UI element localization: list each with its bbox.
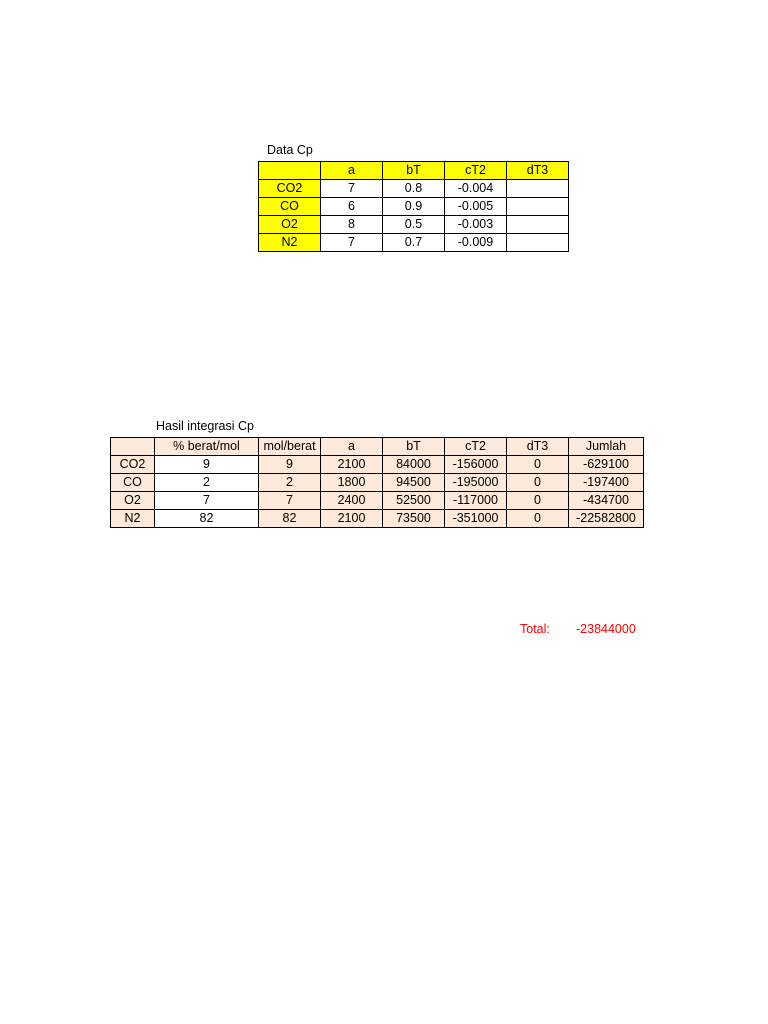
header-cell-mol-berat[interactable]: mol/berat [259,438,321,456]
table-header-row [111,438,644,456]
header-cell-blank[interactable] [259,162,321,180]
table-row [111,474,644,492]
header-cell-dt3[interactable]: dT3 [507,438,569,456]
cell-bt[interactable]: 52500 [383,492,445,510]
cell-dt3[interactable] [507,216,569,234]
cell-a[interactable]: 2100 [321,456,383,474]
cell-jumlah[interactable]: -629100 [569,456,644,474]
cell-jumlah[interactable]: -434700 [569,492,644,510]
header-cell-pct-berat-mol[interactable]: % berat/mol [155,438,259,456]
cell-a[interactable]: 7 [321,234,383,252]
cell-pct-berat-mol[interactable]: 82 [155,510,259,528]
cell-ct2[interactable]: -0.004 [445,180,507,198]
cell-a[interactable]: 8 [321,216,383,234]
table-row [259,216,569,234]
cell-bt[interactable]: 0.7 [383,234,445,252]
species-cell[interactable]: CO [111,474,155,492]
table-row [111,492,644,510]
cell-ct2[interactable]: -117000 [445,492,507,510]
cell-a[interactable]: 6 [321,198,383,216]
cell-mol-berat[interactable]: 7 [259,492,321,510]
cell-a[interactable]: 2400 [321,492,383,510]
cell-ct2[interactable]: -156000 [445,456,507,474]
cell-mol-berat[interactable]: 2 [259,474,321,492]
cell-a[interactable]: 1800 [321,474,383,492]
species-cell[interactable]: CO2 [111,456,155,474]
header-cell-a[interactable]: a [321,438,383,456]
cell-bt[interactable]: 84000 [383,456,445,474]
cell-dt3[interactable]: 0 [507,510,569,528]
header-cell-bt[interactable]: bT [383,162,445,180]
table-row [259,198,569,216]
cp-data-table [258,161,569,252]
header-cell-blank[interactable] [111,438,155,456]
cell-dt3[interactable]: 0 [507,474,569,492]
cell-jumlah[interactable]: -197400 [569,474,644,492]
cell-ct2[interactable]: -351000 [445,510,507,528]
cell-dt3[interactable] [507,198,569,216]
species-cell[interactable]: CO2 [259,180,321,198]
cell-ct2[interactable]: -195000 [445,474,507,492]
table-row [111,456,644,474]
header-cell-bt[interactable]: bT [383,438,445,456]
cell-a[interactable]: 2100 [321,510,383,528]
species-cell[interactable]: CO [259,198,321,216]
cell-bt[interactable]: 0.5 [383,216,445,234]
header-cell-ct2[interactable]: cT2 [445,438,507,456]
cell-pct-berat-mol[interactable]: 7 [155,492,259,510]
cell-jumlah[interactable]: -22582800 [569,510,644,528]
integration-table-title: Hasil integrasi Cp [156,419,254,433]
cell-mol-berat[interactable]: 9 [259,456,321,474]
total-label: Total: [520,622,550,636]
species-cell[interactable]: O2 [259,216,321,234]
table-row [259,234,569,252]
cell-a[interactable]: 7 [321,180,383,198]
integration-result-table [110,437,644,528]
cell-mol-berat[interactable]: 82 [259,510,321,528]
cell-bt[interactable]: 73500 [383,510,445,528]
species-cell[interactable]: O2 [111,492,155,510]
cell-dt3[interactable] [507,234,569,252]
cell-bt[interactable]: 94500 [383,474,445,492]
cp-table-title: Data Cp [267,143,313,157]
table-row [259,180,569,198]
table-header-row [259,162,569,180]
cell-ct2[interactable]: -0.005 [445,198,507,216]
cell-pct-berat-mol[interactable]: 2 [155,474,259,492]
cell-dt3[interactable]: 0 [507,456,569,474]
total-value[interactable]: -23844000 [576,622,636,636]
species-cell[interactable]: N2 [259,234,321,252]
header-cell-a[interactable]: a [321,162,383,180]
cell-bt[interactable]: 0.8 [383,180,445,198]
table-row [111,510,644,528]
cell-dt3[interactable]: 0 [507,492,569,510]
cell-pct-berat-mol[interactable]: 9 [155,456,259,474]
header-cell-ct2[interactable]: cT2 [445,162,507,180]
cell-ct2[interactable]: -0.003 [445,216,507,234]
species-cell[interactable]: N2 [111,510,155,528]
header-cell-jumlah[interactable]: Jumlah [569,438,644,456]
cell-ct2[interactable]: -0.009 [445,234,507,252]
cell-dt3[interactable] [507,180,569,198]
cell-bt[interactable]: 0.9 [383,198,445,216]
header-cell-dt3[interactable]: dT3 [507,162,569,180]
